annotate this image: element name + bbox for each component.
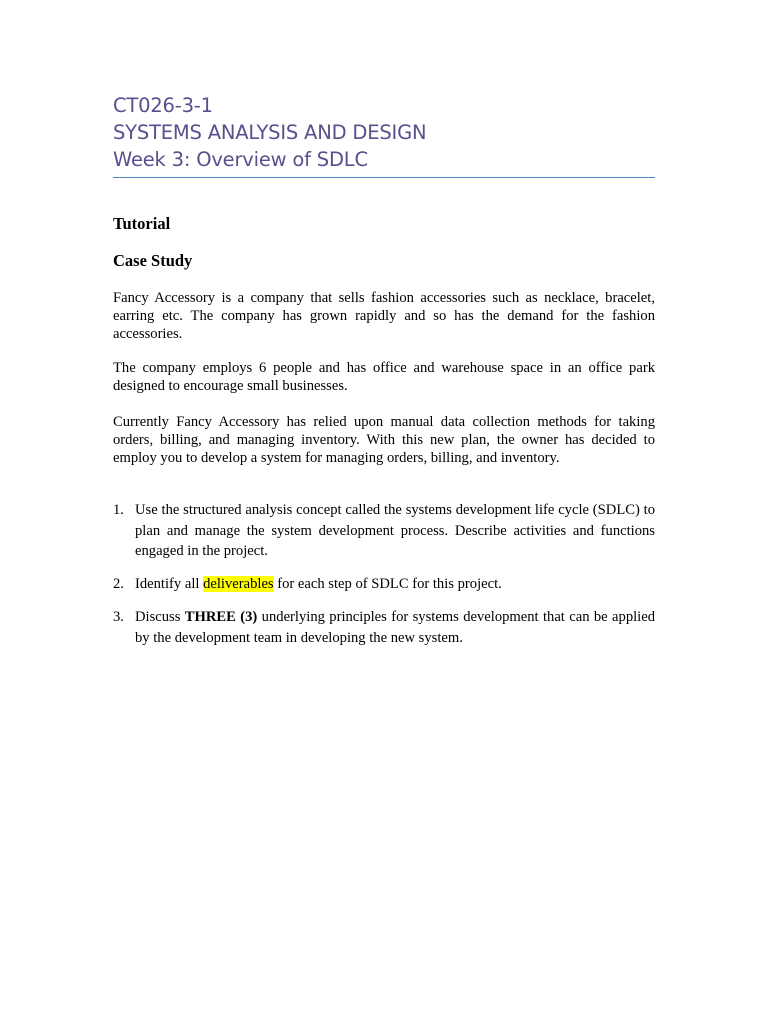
course-title: SYSTEMS ANALYSIS AND DESIGN (113, 121, 427, 144)
document-page (113, 92, 655, 661)
case-paragraph-3: Currently Fancy Accessory has relied upon manual data collection methods for taking orders, billing, and managing inventory. With this new plan, the owner has decided to employ you to develop a system for managing orders, billing, and inventory. (113, 413, 655, 466)
document-title-block (113, 92, 655, 178)
case-study-heading: Case Study (113, 251, 193, 270)
case-paragraph-2: The company employs 6 people and has office and warehouse space in an office park designed to encourage small businesses. (113, 360, 655, 395)
question-number: 3. (113, 609, 124, 626)
highlighted-term: deliverables (203, 576, 274, 593)
question-item (113, 574, 655, 595)
question-number: 1. (113, 502, 124, 519)
question-item (113, 500, 655, 562)
week-title: Week 3: Overview of SDLC (113, 148, 368, 171)
question-text-start: Discuss (135, 609, 185, 626)
case-paragraph-1: Fancy Accessory is a company that sells fashion accessories such as necklace, bracelet, earring etc. The company has grown rapidly and so has the demand for the fashion accessories. (113, 290, 655, 342)
question-text (135, 574, 655, 595)
bold-term: THREE (3) (184, 609, 258, 626)
question-text-start: Identify all (135, 576, 204, 593)
question-text (135, 607, 655, 648)
question-text-end: for each step of SDLC for this project. (273, 576, 502, 593)
tutorial-heading: Tutorial (113, 214, 171, 233)
question-number: 2. (113, 576, 124, 593)
course-code: CT026-3-1 (113, 94, 213, 117)
question-list (113, 500, 655, 648)
question-text-end: underlying principles for systems development that can be applied by the development team in developing the new system. (135, 609, 655, 646)
question-text: Use the structured analysis concept called the systems development life cycle (SDLC) to plan and manage the system development process. Describe activities and functions engaged in the project. (135, 502, 655, 560)
question-item (113, 607, 655, 648)
